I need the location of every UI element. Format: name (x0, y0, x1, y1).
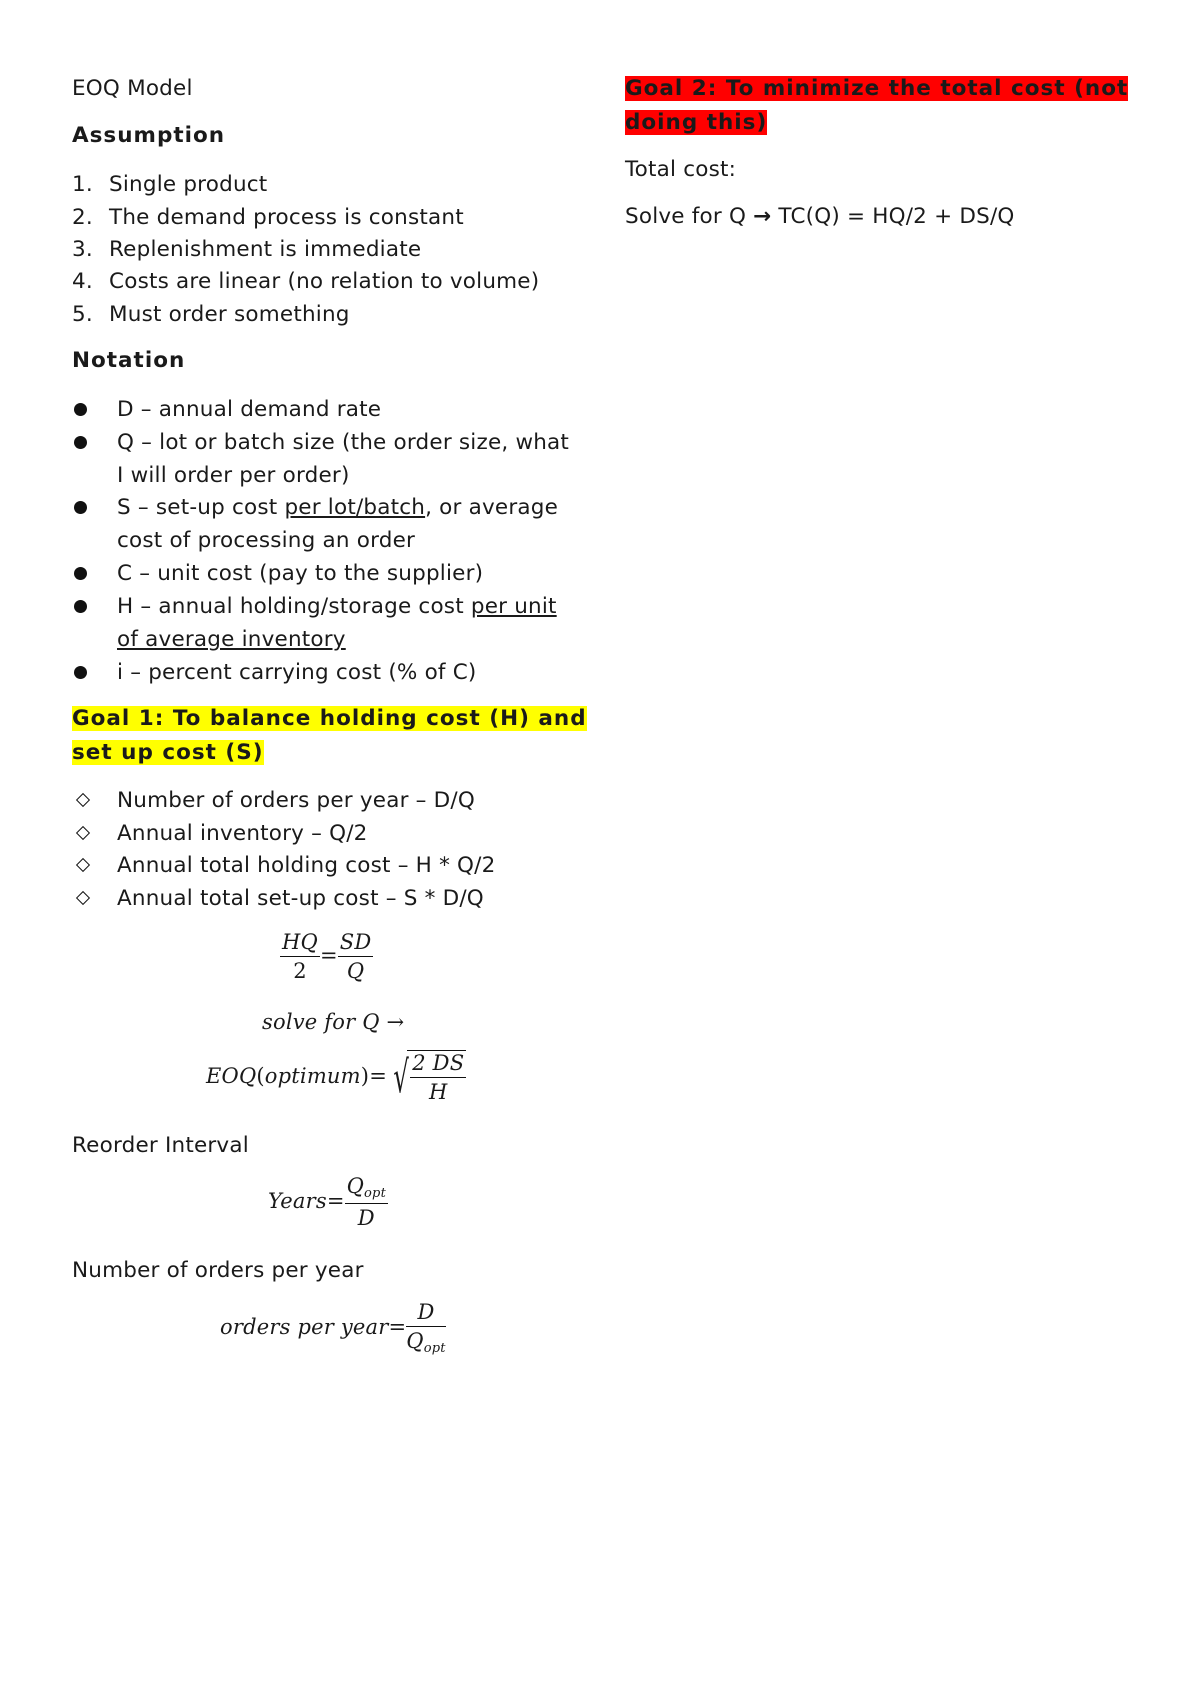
list-item (72, 430, 569, 455)
list-item (72, 660, 477, 685)
denominator: Q (346, 959, 365, 984)
goal2-heading-line2 (625, 110, 767, 135)
equation-years (268, 1174, 388, 1231)
orders-label: orders per year (220, 1314, 389, 1339)
list-number: 3. (72, 237, 93, 262)
numerator: Q (346, 1174, 365, 1198)
equation-orders (220, 1300, 446, 1357)
solve-for-q: solve for Q → (262, 1010, 405, 1034)
diamond-bullet-icon (76, 858, 90, 872)
list-item (72, 172, 267, 197)
tc-formula: TC(Q) = HQ/2 + DS/Q (771, 204, 1015, 229)
list-item-text: Replenishment is immediate (109, 237, 422, 262)
list-item (72, 237, 421, 262)
denominator: 2 (293, 959, 307, 984)
numerator: HQ (280, 930, 320, 957)
fraction (406, 1300, 445, 1357)
list-item-text: Must order something (109, 302, 350, 327)
reorder-interval-label: Reorder Interval (72, 1133, 249, 1158)
numerator: 2 DS (410, 1051, 466, 1078)
underlined-text: per lot/batch (284, 495, 426, 520)
notation-heading: Notation (72, 348, 186, 373)
denominator: H (429, 1080, 448, 1105)
list-item (72, 561, 483, 586)
bullet-icon (74, 567, 87, 580)
equals-sign: = (326, 1188, 345, 1213)
numerator: SD (338, 930, 374, 957)
optimum-text: optimum (264, 1064, 361, 1089)
equation-balance (280, 930, 373, 984)
bullet-icon (74, 666, 87, 679)
orders-per-year-label: Number of orders per year (72, 1258, 364, 1283)
highlighted-text: Goal 2: To minimize the total cost (not (625, 76, 1129, 101)
list-item (72, 302, 350, 327)
list-item-text: D – annual demand rate (117, 397, 382, 422)
bullet-icon (74, 403, 87, 416)
subscript: opt (364, 1186, 387, 1201)
list-item-text: C – unit cost (pay to the supplier) (117, 561, 484, 586)
equals-sign: = (388, 1314, 407, 1339)
diamond-bullet-icon (76, 826, 90, 840)
goal1-heading (72, 706, 587, 731)
list-item (72, 205, 464, 230)
denominator: Q (406, 1329, 424, 1354)
equals-sign: = (319, 943, 338, 968)
list-item-text: H – annual holding/storage cost (117, 594, 471, 619)
list-item-text: Costs are linear (no relation to volume) (109, 269, 540, 294)
fraction (280, 930, 320, 984)
list-item-text: , or average (425, 495, 559, 520)
list-item-text: Q – lot or batch size (the order size, what (117, 430, 570, 455)
list-item-text: Annual inventory – Q/2 (117, 821, 368, 846)
total-cost-equation (625, 204, 1015, 229)
fraction (345, 1174, 388, 1231)
total-cost-label: Total cost: (625, 157, 737, 182)
document-title: EOQ Model (72, 76, 193, 101)
assumption-heading: Assumption (72, 123, 226, 148)
fraction (410, 1051, 466, 1105)
equation-eoq: EOQ(optimum)= √ $\frac{2 DS}{H}$ (206, 1051, 465, 1105)
denominator: D (357, 1205, 375, 1230)
radical-icon: √ (393, 1052, 409, 1104)
bullet-icon (74, 501, 87, 514)
eoq-label: EOQ (206, 1064, 257, 1089)
equals-sign: = (369, 1064, 387, 1089)
list-item-text: Number of orders per year – D/Q (117, 788, 475, 813)
underlined-text: per unit (470, 594, 557, 619)
solve-text: Solve for Q (625, 204, 754, 229)
list-number: 1. (72, 172, 93, 197)
underlined-text: of average inventory (117, 627, 346, 652)
years-label: Years (268, 1188, 327, 1213)
diamond-bullet-icon (76, 891, 90, 905)
highlighted-text: doing this) (625, 110, 768, 135)
list-item-text: Single product (109, 172, 268, 197)
list-item (72, 495, 558, 520)
arrow-right-icon: → (753, 204, 772, 229)
bullet-icon (74, 436, 87, 449)
goal1-heading-line2 (72, 740, 264, 765)
list-item (72, 788, 475, 813)
bullet-icon (74, 600, 87, 613)
subscript: opt (423, 1341, 446, 1357)
numerator: D (406, 1300, 445, 1327)
list-item (72, 594, 557, 619)
goal2-heading (625, 76, 1128, 101)
list-item (72, 269, 539, 294)
list-item (72, 821, 368, 846)
list-item-text: S – set-up cost (117, 495, 285, 520)
fraction (338, 930, 374, 984)
list-item (72, 853, 496, 878)
list-item-text: Annual total set-up cost – S * D/Q (117, 886, 484, 911)
square-root (387, 1050, 466, 1105)
diamond-bullet-icon (76, 793, 90, 807)
list-item-text: Annual total holding cost – H * Q/2 (117, 853, 496, 878)
highlighted-text: Goal 1: To balance holding cost (H) and (72, 706, 587, 731)
list-item-continuation: I will order per order) (117, 463, 350, 488)
list-item-text: The demand process is constant (109, 205, 464, 230)
list-item (72, 886, 484, 911)
highlighted-text: set up cost (S) (72, 740, 264, 765)
list-item (72, 397, 381, 422)
list-number: 4. (72, 269, 93, 294)
list-item-text: i – percent carrying cost (% of C) (117, 660, 477, 685)
list-item-continuation: cost of processing an order (117, 528, 416, 553)
list-number: 5. (72, 302, 93, 327)
list-number: 2. (72, 205, 93, 230)
